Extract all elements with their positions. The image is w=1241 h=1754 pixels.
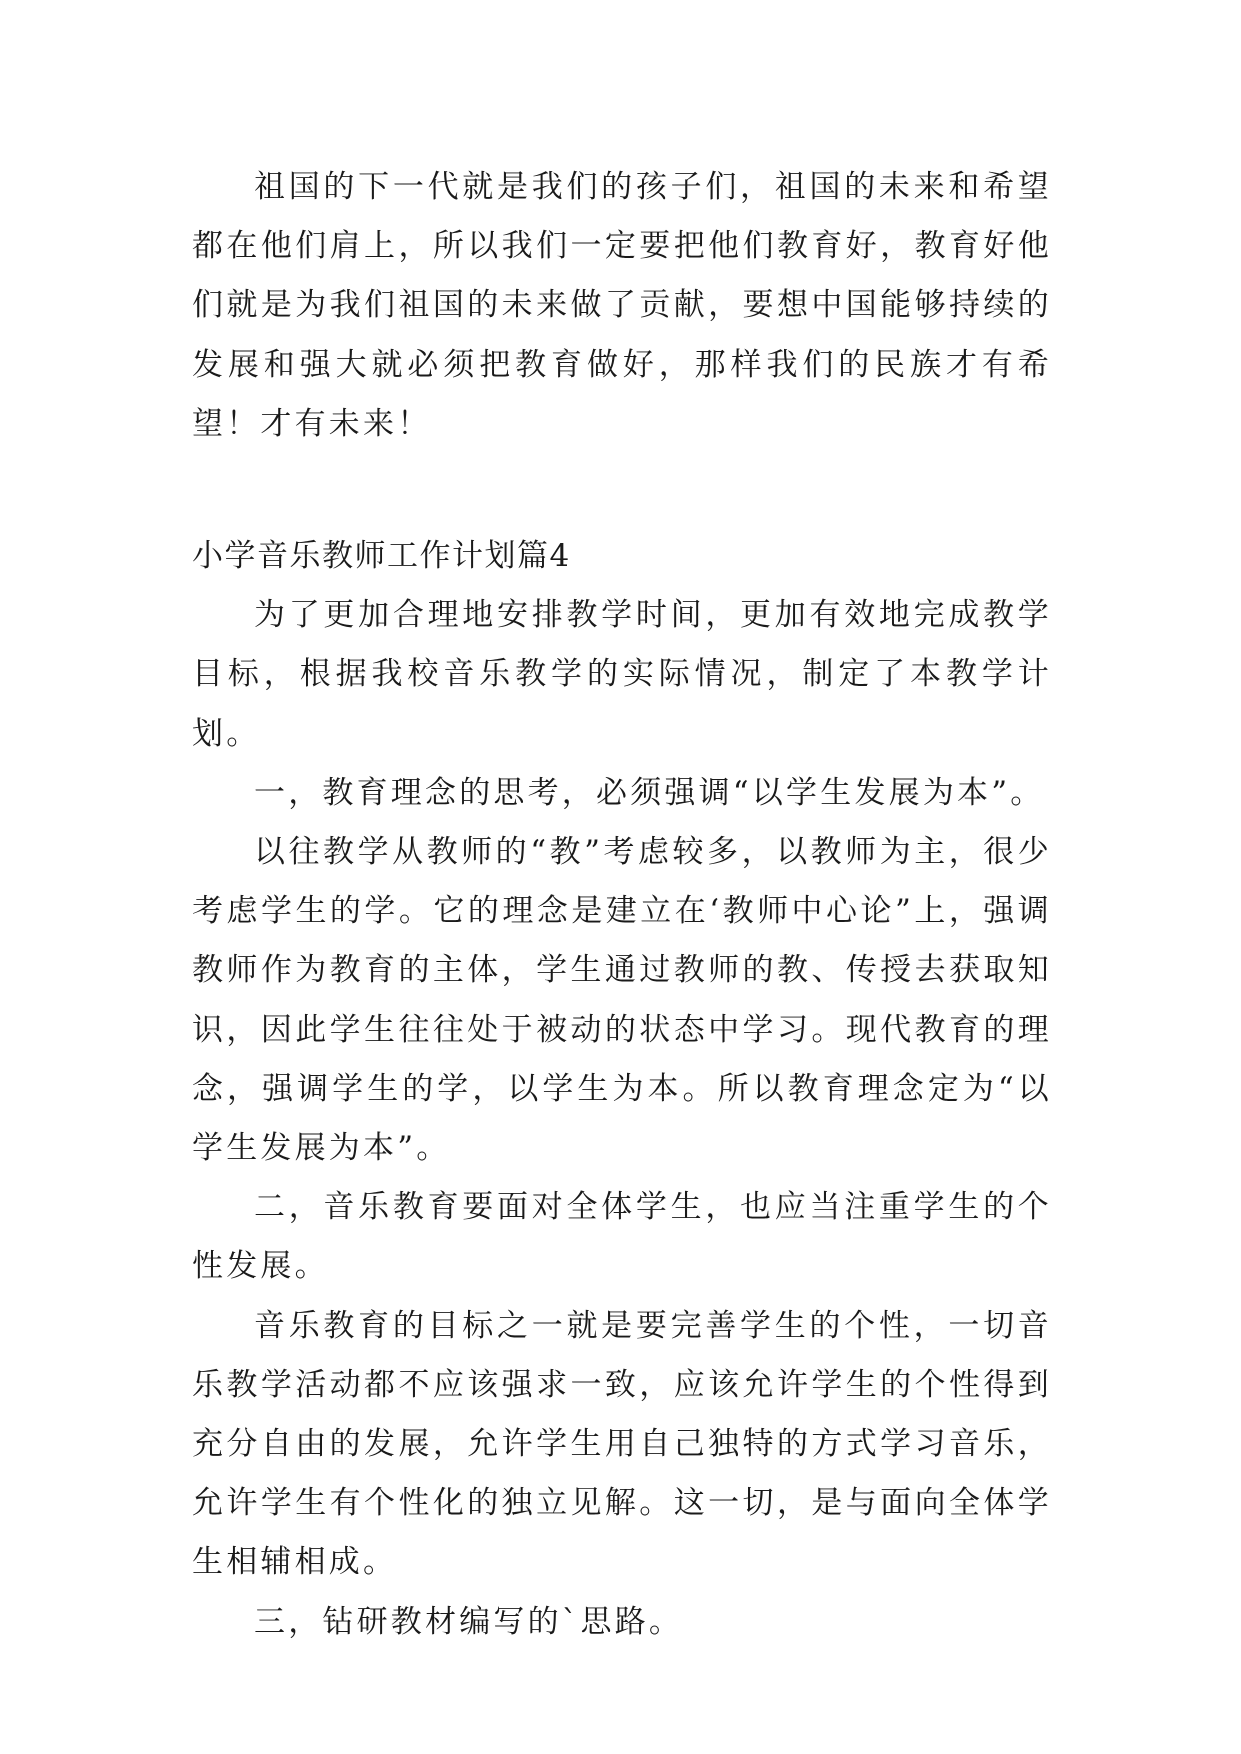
point-one-body: 以往教学从教师的“教”考虑较多，以教师为主，很少考虑学生的学。它的理念是建立在‘教师中心论”上，强调教师作为教育的主体，学生通过教师的教、传授去获取知识，因此学生往往处于被动的状态中学习。现代教育的理念，强调学生的学，以学生为本。所以教育理念定为“以学生发展为本”。 <box>192 834 1052 1167</box>
paragraph-intro: 为了更加合理地安排教学时间，更加有效地完成教学目标，根据我校音乐教学的实际情况，制定了本教学计划。 <box>192 597 1052 752</box>
point-two-body: 音乐教育的目标之一就是要完善学生的个性，一切音乐教学活动都不应该强求一致，应该允许学生的个性得到充分自由的发展，允许学生用自己独特的方式学习音乐，允许学生有个性化的独立见解。这一切，是与面向全体学生相辅相成。 <box>192 1307 1052 1581</box>
point-one-heading: 一，教育理念的思考，必须强调“以学生发展为本”。 <box>254 774 1045 811</box>
point-two-heading: 二，音乐教育要面对全体学生，也应当注重学生的个性发展。 <box>192 1189 1052 1285</box>
document-body <box>192 158 1052 1652</box>
section-heading: 小学音乐教师工作计划篇4 <box>192 538 571 575</box>
paragraph-conclusion: 祖国的下一代就是我们的孩子们，祖国的未来和希望都在他们肩上，所以我们一定要把他们教育好，教育好他们就是为我们祖国的未来做了贡献，要想中国能够持续的发展和强大就必须把教育做好，那样我们的民族才有希望！才有未来！ <box>192 169 1052 442</box>
point-three-heading: 三，钻研教材编写的`思路。 <box>254 1603 684 1640</box>
